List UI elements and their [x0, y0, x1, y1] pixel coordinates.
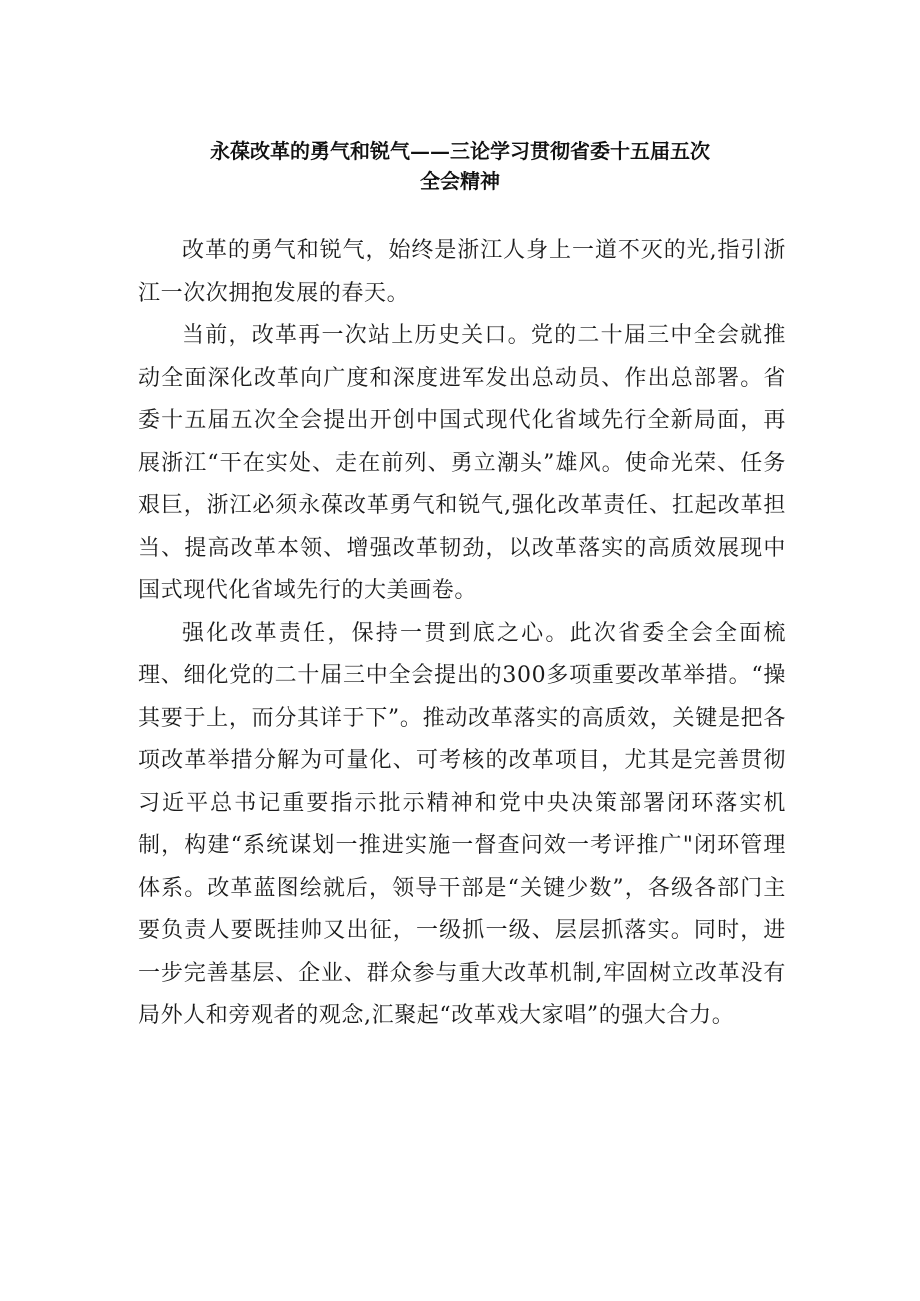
document-body — [138, 230, 786, 1038]
title-line-1: 永葆改革的勇气和锐气——三论学习贯彻省委十五届五次 — [210, 139, 710, 163]
paragraph-reform-responsibility: 强化改革责任，保持一贯到底之心。此次省委全会全面梳理、细化党的二十届三中全会提出的300多项重要改革举措。“操其要于上，而分其详于下”。推动改革落实的高质效，关键是把各项改革举措分解为可量化、可考核的改革项目，尤其是完善贯彻习近平总书记重要指示批示精神和党中央决策部署闭环落实机制，构建“系统谋划一推进实施一督查问效一考评推广"闭环管理体系。改革蓝图绘就后，领导干部是“关键少数”，各级各部门主要负责人要既挂帅又出征，一级抓一级、层层抓落实。同时，进一步完善基层、企业、群众参与重大改革机制,牢固树立改革没有局外人和旁观者的观念,汇聚起“改革戏大家唱”的强大合力。 — [138, 620, 786, 1028]
document-title — [140, 136, 780, 196]
paragraph-current-situation: 当前，改革再一次站上历史关口。党的二十届三中全会就推动全面深化改革向广度和深度进军发出总动员、作出总部署。省委十五届五次全会提出开创中国式现代化省域先行全新局面，再展浙江“干在实处、走在前列、勇立潮头”雄风。使命光荣、任务艰巨，浙江必须永葆改革勇气和锐气,强化改革责任、扛起改革担当、提高改革本领、增强改革韧劲，以改革落实的高质效展现中国式现代化省域先行的大美画卷。 — [138, 323, 786, 603]
paragraph-intro: 改革的勇气和锐气，始终是浙江人身上一道不灭的光,指引浙江一次次拥抱发展的春天。 — [138, 238, 786, 306]
title-line-2: 全会精神 — [420, 169, 500, 193]
